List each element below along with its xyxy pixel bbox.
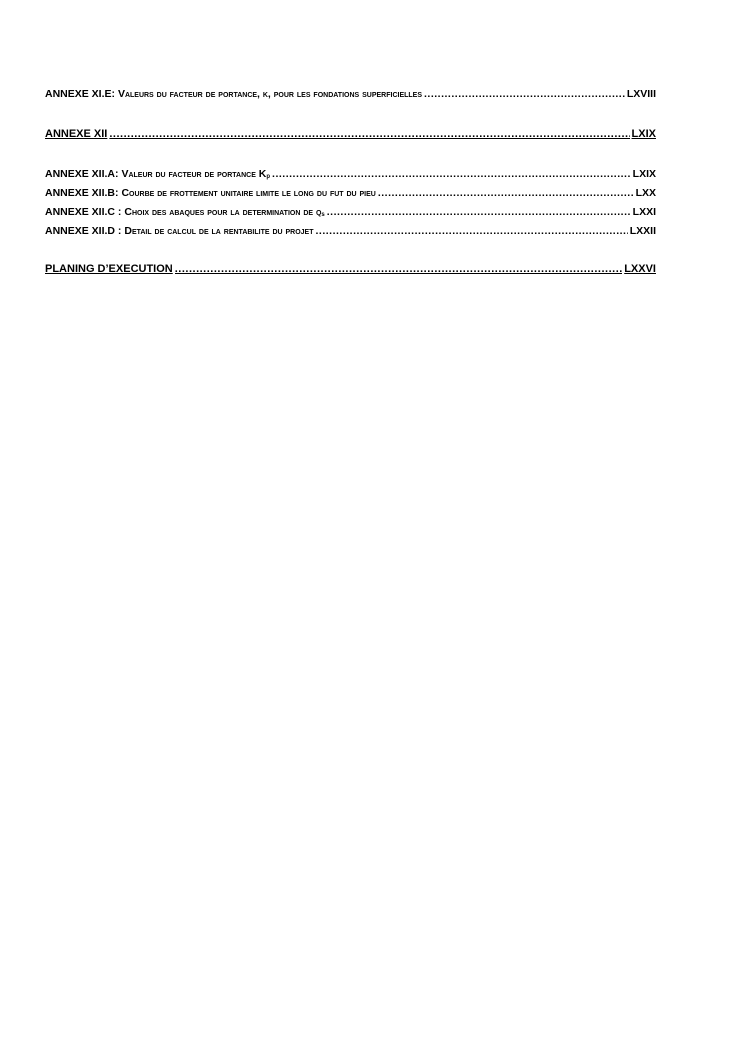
dot-leader xyxy=(175,263,622,276)
toc-page-number: LXVIII xyxy=(626,88,656,100)
dot-leader xyxy=(327,206,631,219)
toc-page-number: LXIX xyxy=(632,168,656,180)
dot-leader xyxy=(378,187,634,200)
dot-leader xyxy=(109,128,629,141)
toc-entry-annexe-xii-d[interactable] xyxy=(45,225,656,244)
toc-page-number: LXXII xyxy=(629,225,656,237)
toc-entry-label: ANNEXE XII.D : Detail de calcul de la rentabilite du projet xyxy=(45,225,314,237)
toc-entry-annexe-xii[interactable] xyxy=(45,128,656,147)
dot-leader xyxy=(316,225,628,238)
toc-entry-annexe-xii-b[interactable] xyxy=(45,187,656,206)
toc-entry-label: ANNEXE XII.C : Choix des abaques pour la determination de qs xyxy=(45,206,325,218)
toc-entry-annexe-xii-a[interactable] xyxy=(45,168,656,187)
toc-page-number: LXX xyxy=(635,187,656,199)
toc-entry-label: ANNEXE XII.B: Courbe de frottement unitaire limite le long du fut du pieu xyxy=(45,187,376,199)
toc-page-number: LXIX xyxy=(631,128,656,140)
toc-entry-annexe-xi-e[interactable] xyxy=(45,88,656,107)
toc-entry-label: ANNEXE XII xyxy=(45,128,108,140)
toc-entry-planing-execution[interactable] xyxy=(45,263,656,282)
table-of-contents xyxy=(45,88,656,282)
toc-page-number: LXXI xyxy=(632,206,656,218)
toc-page-number: LXXVI xyxy=(624,263,656,275)
toc-entry-label: PLANING D’EXECUTION xyxy=(45,263,173,275)
dot-leader xyxy=(424,88,625,101)
dot-leader xyxy=(272,168,631,181)
toc-entry-annexe-xii-c[interactable] xyxy=(45,206,656,225)
toc-entry-label: ANNEXE XII.A: Valeur du facteur de portance Kp xyxy=(45,168,271,180)
toc-entry-label: ANNEXE XI.E: Valeurs du facteur de portance, k, pour les fondations superficielles xyxy=(45,88,423,100)
